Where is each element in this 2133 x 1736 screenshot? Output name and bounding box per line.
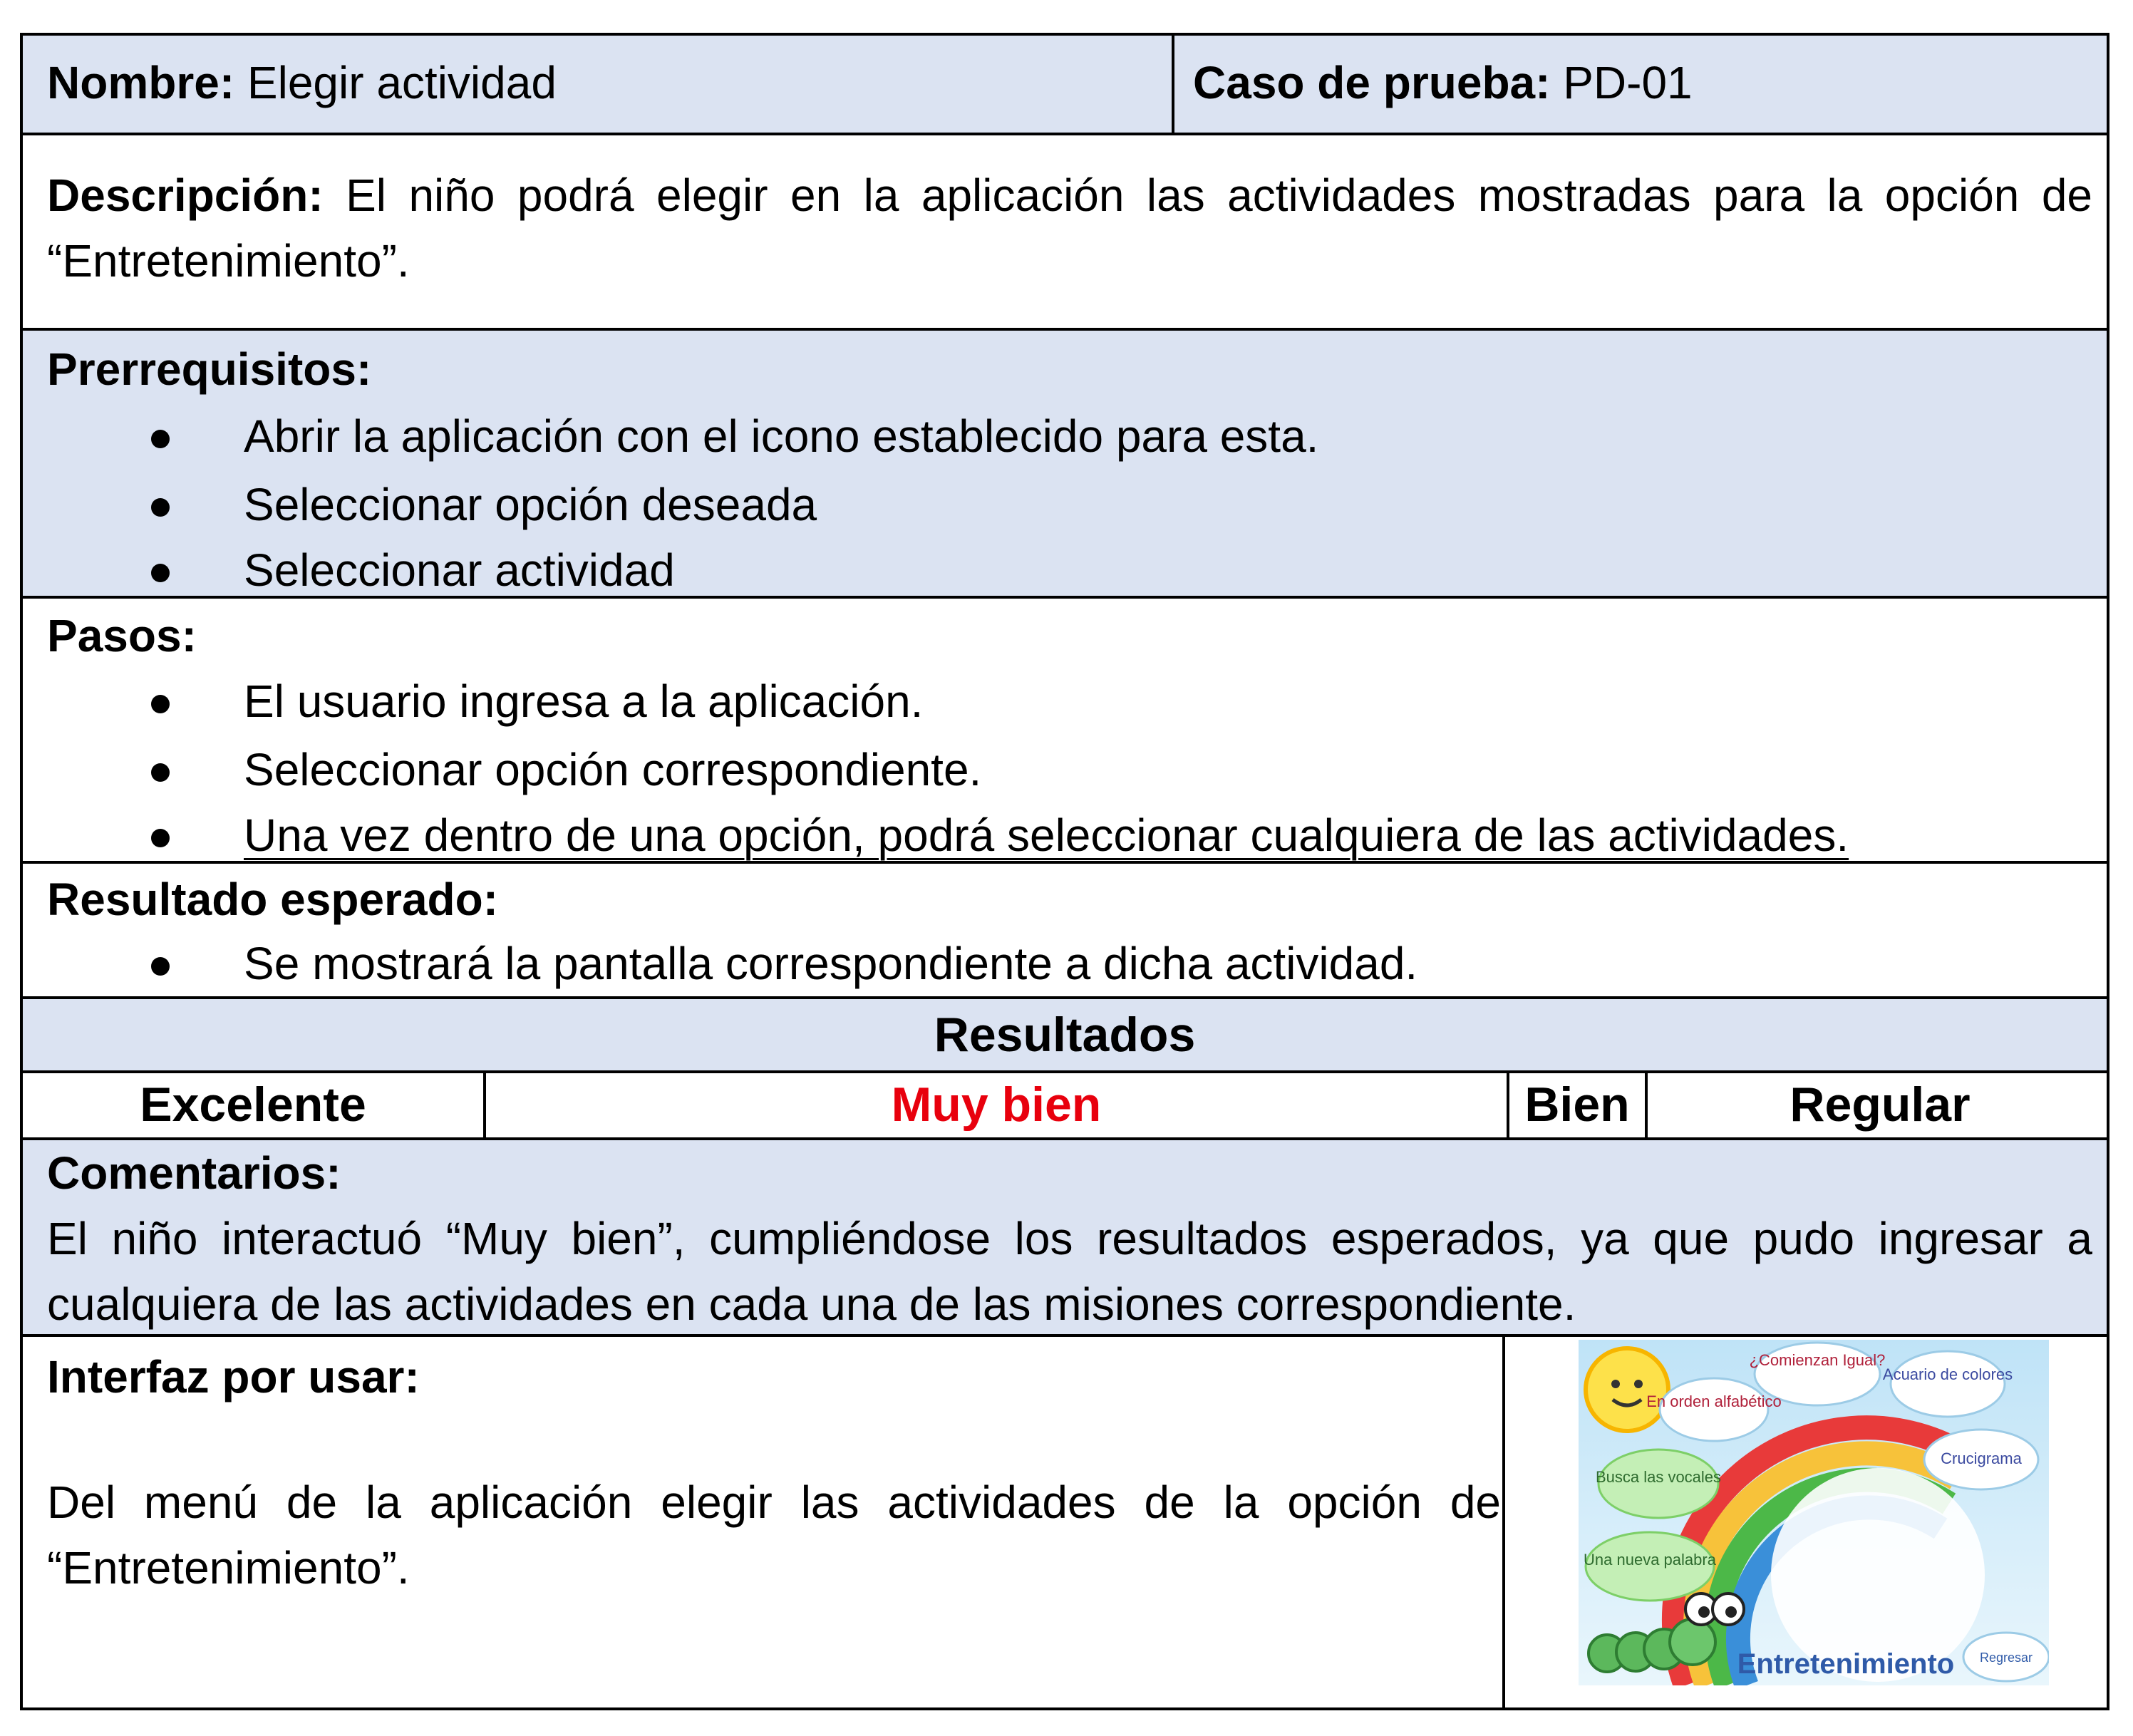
comentarios-label: Comentarios: — [47, 1147, 341, 1199]
list-item-text: Abrir la aplicación con el icono establecido para esta. — [244, 410, 1319, 462]
caso-value: PD-01 — [1563, 57, 1693, 108]
pasos-label: Pasos: — [47, 610, 197, 661]
bullet-icon — [151, 695, 170, 713]
bullet-icon — [151, 829, 170, 847]
list-item-text: Se mostrará la pantalla correspondiente a dicha actividad. — [244, 938, 1418, 989]
list-item-text: El usuario ingresa a la aplicación. — [244, 676, 924, 727]
sun-icon — [1586, 1348, 1668, 1431]
descripcion-label: Descripción: — [47, 170, 324, 221]
header-divider — [1172, 36, 1174, 133]
bullet-icon — [151, 957, 170, 976]
svg-text:¿Comienzan Igual?: ¿Comienzan Igual? — [1749, 1351, 1886, 1369]
pasos-row — [23, 599, 2107, 864]
svg-text:Entretenimiento: Entretenimiento — [1737, 1648, 1955, 1680]
comentarios-text: El niño interactuó “Muy bien”, cumpliéndose los resultados esperados, ya que pudo ingresar a cualquiera de las actividades en cada una de las misiones correspondiente. — [47, 1213, 2092, 1330]
descripcion-row — [23, 135, 2107, 331]
rating-excelente: Excelente — [140, 1078, 366, 1132]
nombre-label: Nombre: — [47, 57, 235, 108]
rating-row — [23, 1073, 2107, 1140]
header-row — [23, 36, 2107, 135]
bullet-icon — [151, 763, 170, 782]
interfaz-label: Interfaz por usar: — [47, 1351, 420, 1402]
list-item-text: Seleccionar opción deseada — [244, 479, 817, 530]
caso-cell — [1193, 50, 1693, 115]
list-item-text: Seleccionar actividad — [244, 544, 675, 596]
resultado-esperado-label: Resultado esperado: — [47, 874, 499, 925]
bullet-icon — [151, 564, 170, 582]
interfaz-text: Del menú de la aplicación elegir las actividades de la opción de “Entretenimiento”. — [47, 1477, 1501, 1593]
app-screenshot — [1579, 1340, 2049, 1685]
resultados-title-row — [23, 999, 2107, 1073]
comentarios-row — [23, 1140, 2107, 1337]
bullet-icon — [151, 498, 170, 517]
bullet-icon — [151, 430, 170, 448]
svg-text:Una nueva palabra: Una nueva palabra — [1584, 1551, 1716, 1569]
descripcion-body: El niño podrá elegir en la aplicación las actividades mostradas para la opción de “Entretenimiento”. — [47, 170, 2092, 286]
prerrequisitos-row — [23, 331, 2107, 599]
resultado-esperado-row — [23, 864, 2107, 999]
svg-text:Regresar: Regresar — [1979, 1650, 2033, 1665]
list-item-text: Seleccionar opción correspondiente. — [244, 744, 982, 795]
rating-muy-bien: Muy bien — [891, 1078, 1102, 1132]
svg-text:Crucigrama: Crucigrama — [1941, 1450, 2022, 1467]
svg-text:En orden alfabético: En orden alfabético — [1646, 1393, 1782, 1410]
test-case-table — [20, 33, 2109, 1710]
rating-bien: Bien — [1524, 1078, 1630, 1132]
descripcion-text — [47, 162, 2092, 294]
list-item-text: Una vez dentro de una opción, podrá seleccionar cualquiera de las actividades. — [244, 810, 1849, 861]
prerrequisitos-label: Prerrequisitos: — [47, 343, 372, 395]
nombre-cell — [47, 50, 2092, 115]
rating-regular: Regular — [1789, 1078, 1971, 1132]
svg-text:Busca las vocales: Busca las vocales — [1595, 1468, 1722, 1486]
resultados-title: Resultados — [934, 1008, 1196, 1062]
svg-text:Acuario de colores: Acuario de colores — [1882, 1365, 2013, 1383]
nombre-value: Elegir actividad — [247, 57, 557, 108]
caso-label: Caso de prueba: — [1193, 57, 1551, 108]
interfaz-divider — [1502, 1337, 1505, 1707]
